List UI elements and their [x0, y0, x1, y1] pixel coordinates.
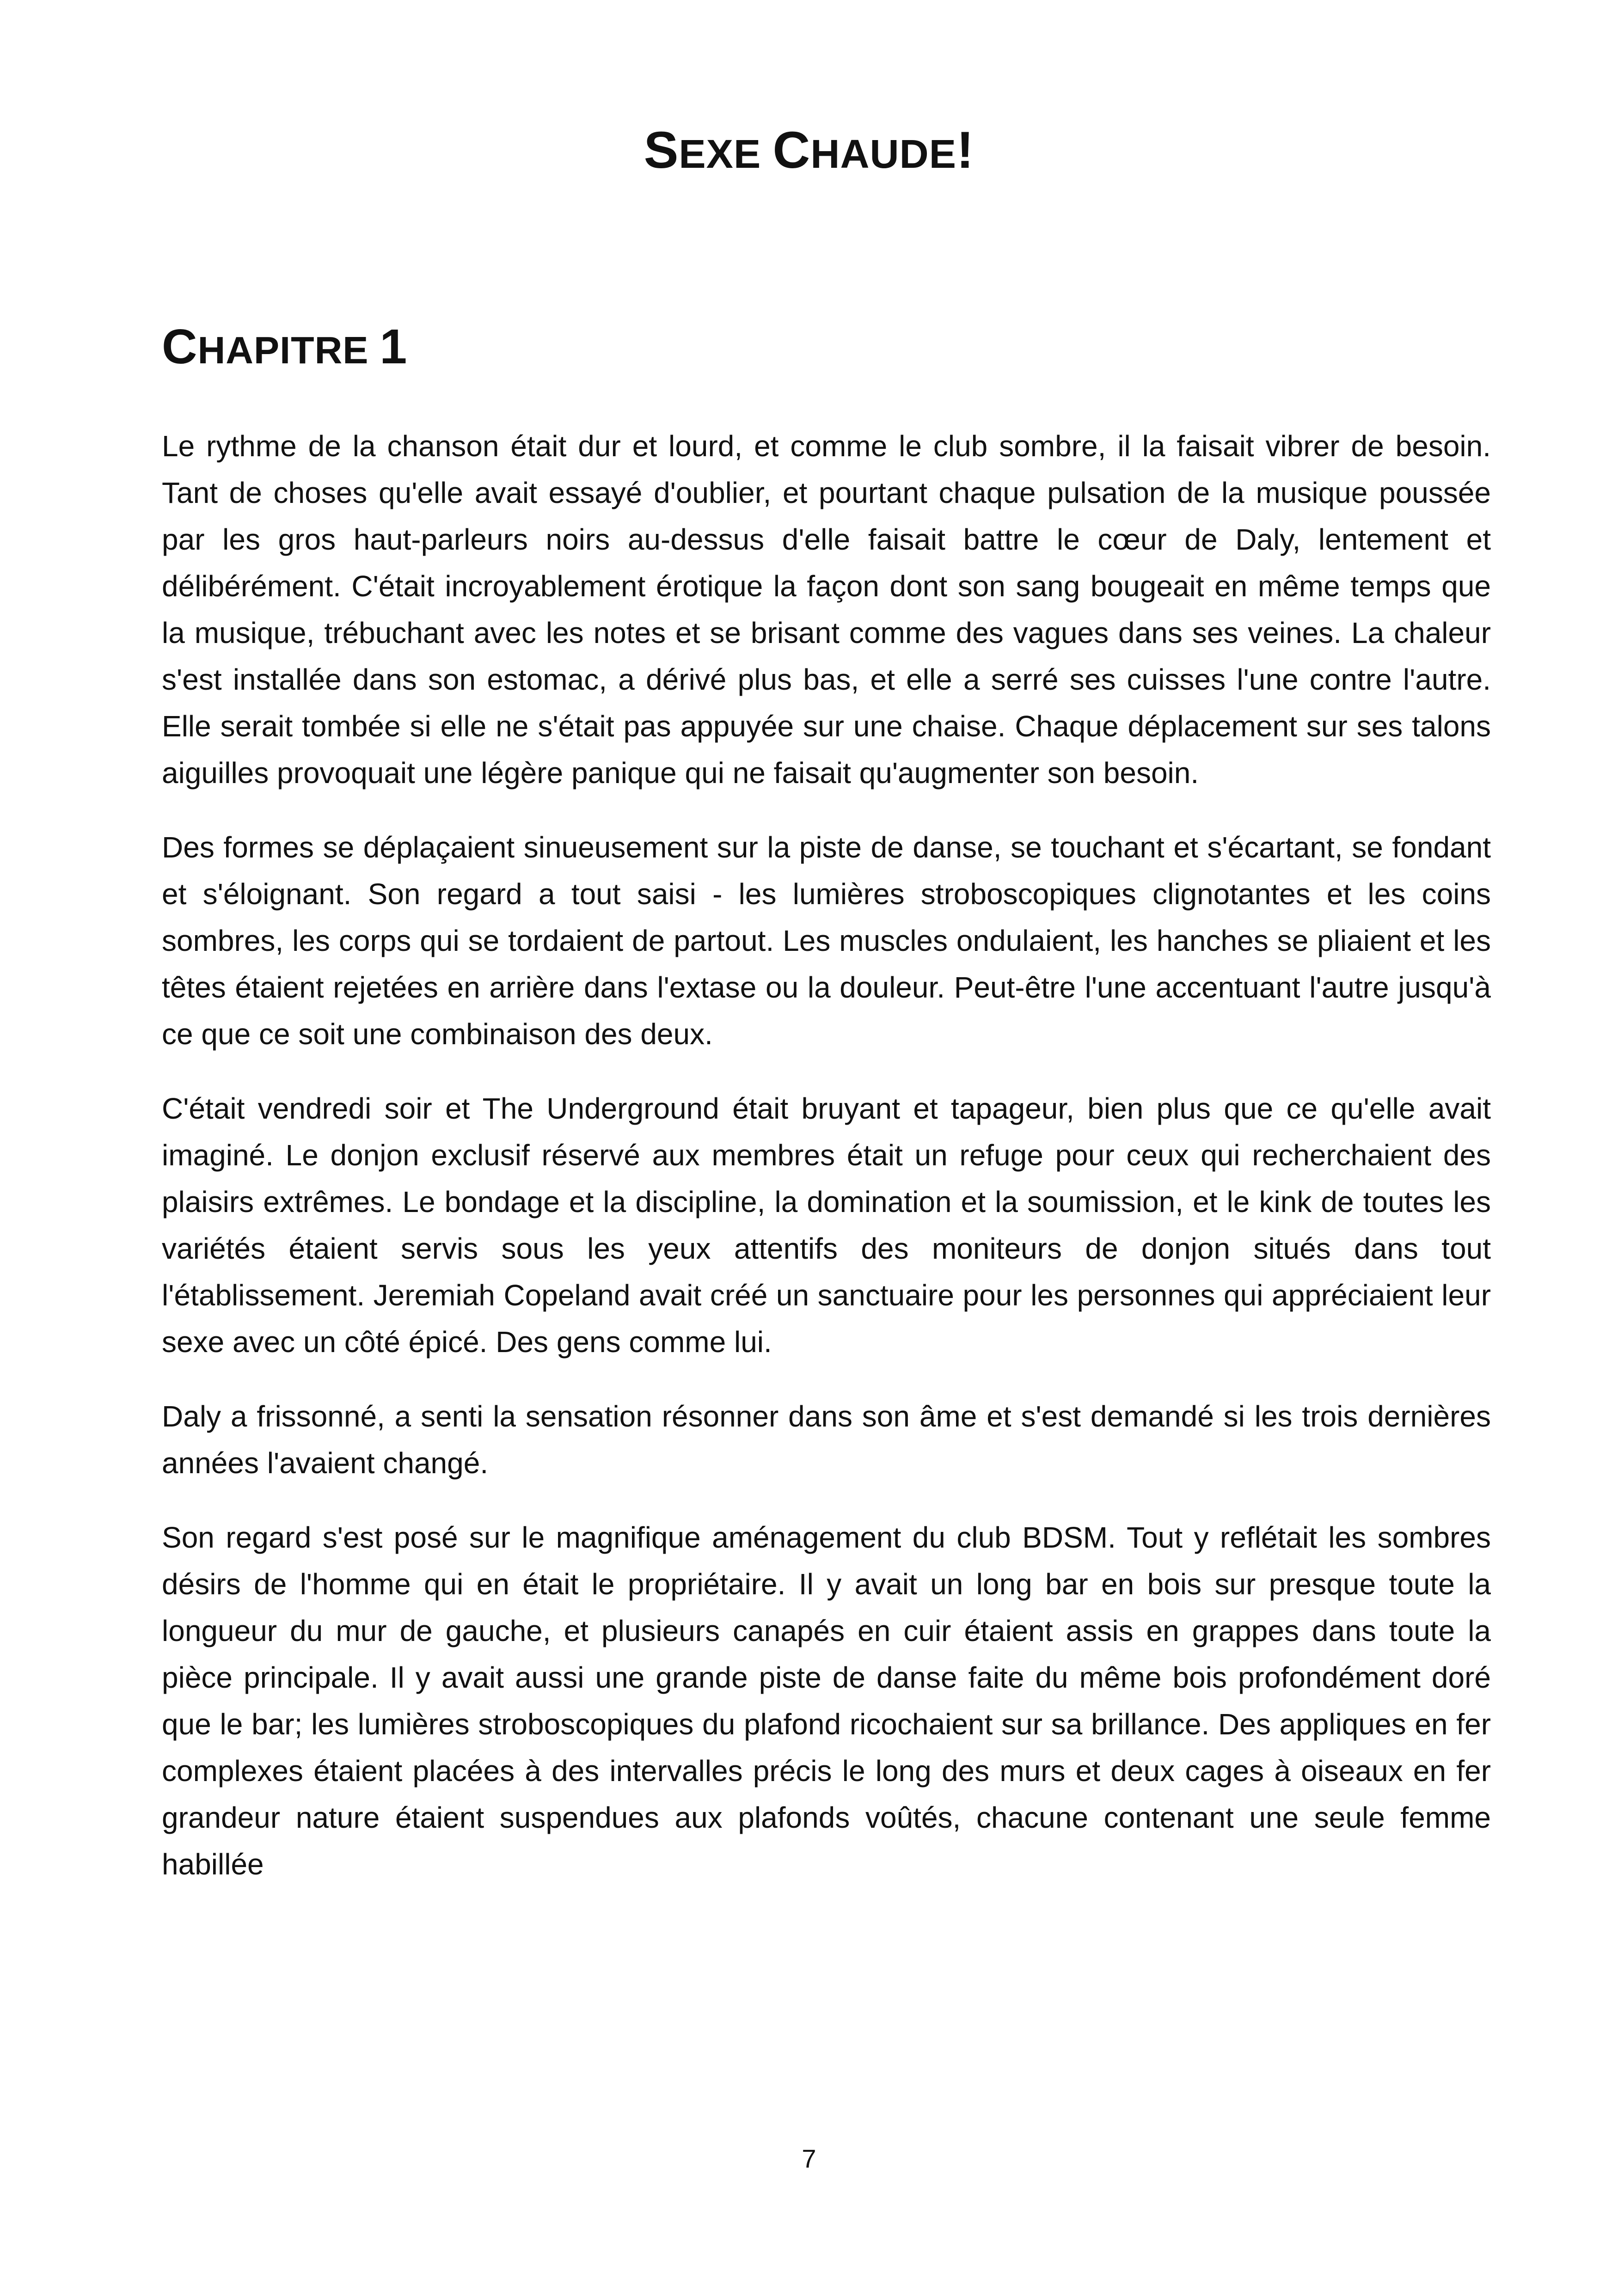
book-title-part: S	[644, 121, 679, 179]
chapter-heading-part: C	[162, 319, 198, 374]
paragraph: Des formes se déplaçaient sinueusement sur la piste de danse, se touchant et s'écartant, se fondant et s'éloignant. Son regard a tout saisi - les lumières stroboscopiques clignotantes et les coins sombres, les corps qui se tordaient de partout. Les muscles ondulaient, les hanches se pliaient et les têtes étaient rejetées en arrière dans l'extase ou la douleur. Peut-être l'une accentuant l'autre jusqu'à ce que ce soit une combinaison des deux.	[162, 831, 1491, 1051]
chapter-heading	[162, 314, 407, 383]
chapter-heading-part: 1	[380, 319, 408, 374]
paragraph: Daly a frissonné, a senti la sensation résonner dans son âme et s'est demandé si les trois dernières années l'avaient changé.	[162, 1400, 1491, 1480]
book-title-part: C	[772, 121, 811, 179]
paragraph: C'était vendredi soir et The Underground était bruyant et tapageur, bien plus que ce qu'elle avait imaginé. Le donjon exclusif réservé aux membres était un refuge pour ceux qui recherchaient des plaisirs extrêmes. Le bondage et la discipline, la domination et la soumission, et le kink de toutes les variétés étaient servis sous les yeux attentifs des moniteurs de donjon situés dans tout l'établissement. Jeremiah Copeland avait créé un sanctuaire pour les personnes qui appréciaient leur sexe avec un côté épicé. Des gens comme lui.	[162, 1092, 1491, 1359]
book-title-part: HAUDE	[810, 131, 956, 177]
page-number: 7	[802, 2144, 816, 2173]
book-title	[0, 118, 1618, 186]
chapter-body	[162, 423, 1491, 1916]
book-title-part: EXE	[679, 131, 773, 177]
paragraph: Le rythme de la chanson était dur et lourd, et comme le club sombre, il la faisait vibrer de besoin. Tant de choses qu'elle avait essayé d'oublier, et pourtant chaque pulsation de la musique poussée par les gros haut-parleurs noirs au-dessus d'elle faisait battre le cœur de Daly, lentement et délibérément. C'était incroyablement érotique la façon dont son sang bougeait en même temps que la musique, trébuchant avec les notes et se brisant comme des vagues dans ses veines. La chaleur s'est installée dans son estomac, a dérivé plus bas, et elle a serré ses cuisses l'une contre l'autre. Elle serait tombée si elle ne s'était pas appuyée sur une chaise. Chaque déplacement sur ses talons aiguilles provoquait une légère panique qui ne faisait qu'augmenter son besoin.	[162, 429, 1491, 790]
book-title-part: !	[956, 121, 974, 179]
chapter-heading-part: HAPITRE	[197, 329, 380, 372]
paragraph: Son regard s'est posé sur le magnifique aménagement du club BDSM. Tout y reflétait les sombres désirs de l'homme qui en était le propriétaire. Il y avait un long bar en bois sur presque toute la longueur du mur de gauche, et plusieurs canapés en cuir étaient assis en grappes dans toute la pièce principale. Il y avait aussi une grande piste de danse faite du même bois profondément doré que le bar; les lumières stroboscopiques du plafond ricochaient sur sa brillance. Des appliques en fer complexes étaient placées à des intervalles précis le long des murs et deux cages à oiseaux en fer grandeur nature étaient suspendues aux plafonds voûtés, chacune contenant une seule femme habillée	[162, 1521, 1491, 1881]
